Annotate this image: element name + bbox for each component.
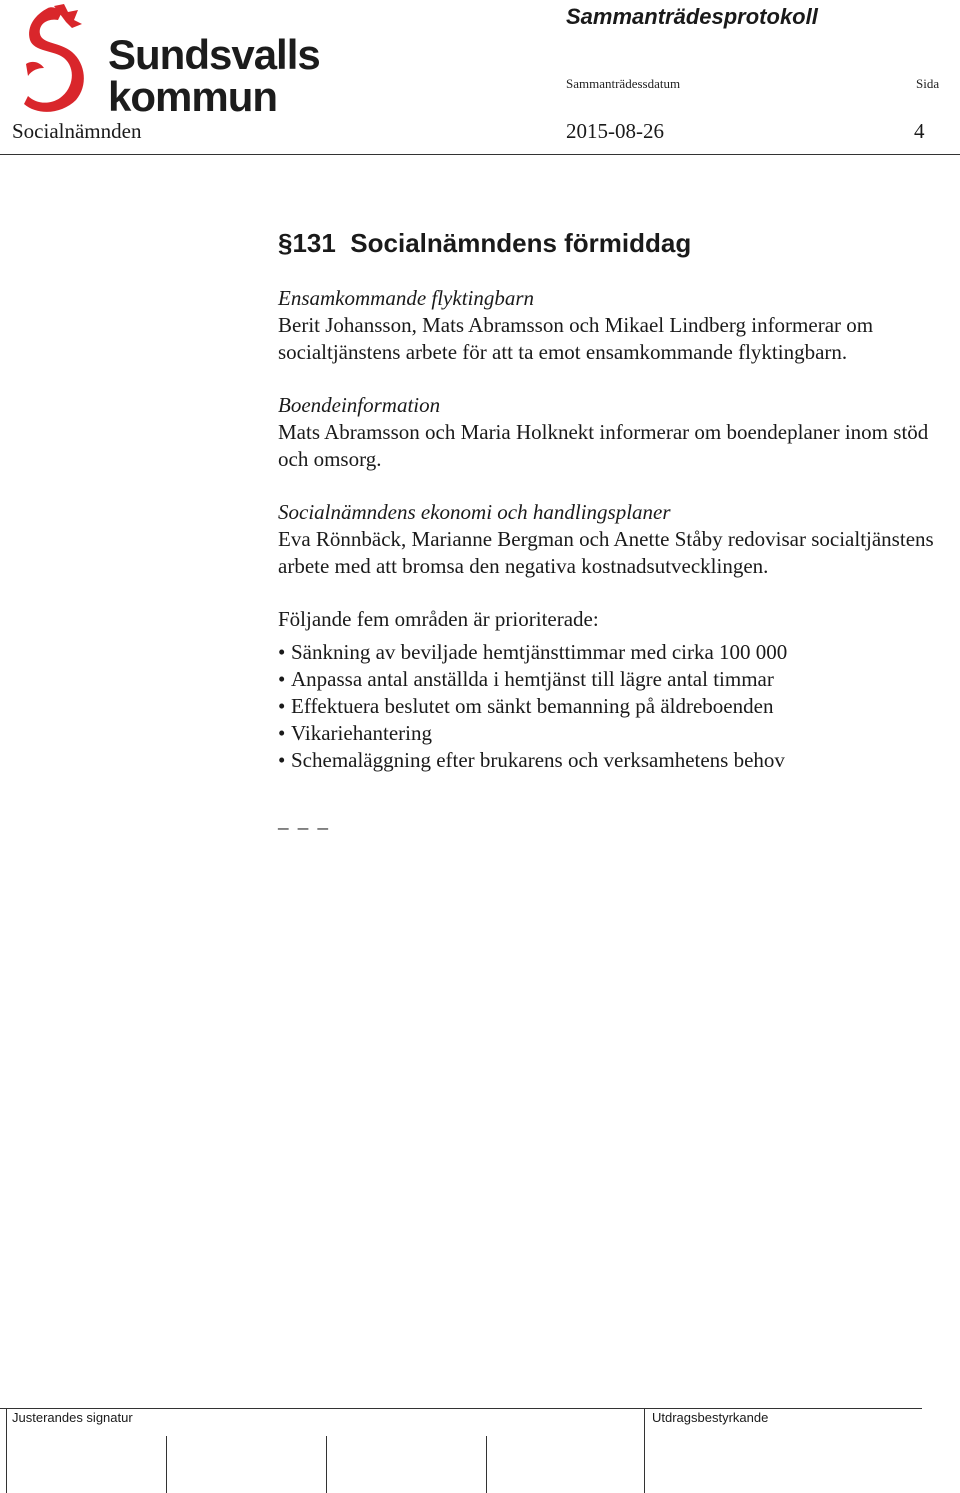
list-item: • Sänkning av beviljade hemtjänsttimmar med cirka 100 000 <box>278 640 788 664</box>
item-body: Eva Rönnbäck, Marianne Bergman och Anette Ståby redovisar socialtjänstens arbete med att bromsa den negativa kostnadsutvecklingen. <box>278 527 934 578</box>
priorities-list <box>278 639 938 774</box>
logo-line-1: Sundsvalls <box>108 31 320 78</box>
item-heading: Boendeinformation <box>278 393 441 417</box>
list-item: • Schemaläggning efter brukarens och verksamhetens behov <box>278 748 785 772</box>
section-number: §131 <box>278 228 336 258</box>
dragon-emblem-icon <box>18 4 88 116</box>
municipality-logo <box>18 4 320 120</box>
signature-box-divider <box>326 1436 327 1493</box>
item-heading: Ensamkommande flyktingbarn <box>278 286 535 310</box>
signature-box-divider <box>166 1436 167 1493</box>
section-heading <box>278 228 938 259</box>
bullet-icon: • <box>278 640 286 664</box>
extract-box-border <box>644 1408 645 1493</box>
section-title: Socialnämndens förmiddag <box>350 228 692 258</box>
page-number: 4 <box>914 119 925 143</box>
agenda-item <box>278 285 938 366</box>
section-end-mark: _ _ _ <box>278 808 330 832</box>
priorities-intro: Följande fem områden är prioriterade: <box>278 607 599 631</box>
footer-divider <box>0 1408 922 1409</box>
agenda-item <box>278 499 938 580</box>
date-label: Sammanträdessdatum <box>566 76 681 91</box>
signature-label: Justerandes signatur <box>12 1410 133 1425</box>
signature-box-border <box>6 1408 7 1493</box>
logo-line-2: kommun <box>108 73 278 120</box>
committee-name: Socialnämnden <box>12 119 142 143</box>
extract-label: Utdragsbestyrkande <box>652 1410 769 1425</box>
agenda-item <box>278 392 938 473</box>
meeting-date: 2015-08-26 <box>566 119 664 143</box>
item-body: Mats Abramsson och Maria Holknekt informerar om boendeplaner inom stöd och omsorg. <box>278 420 929 471</box>
page-label: Sida <box>916 76 940 91</box>
list-item: • Effektuera beslutet om sänkt bemanning på äldreboenden <box>278 694 774 718</box>
list-item: • Vikariehantering <box>278 721 433 745</box>
item-body: Berit Johansson, Mats Abramsson och Mikael Lindberg informerar om socialtjänstens arbete för att ta emot ensamkommande flyktingbarn. <box>278 313 874 364</box>
protocol-content <box>278 228 938 833</box>
header-divider <box>0 154 960 155</box>
signature-box-divider <box>486 1436 487 1493</box>
list-item: • Anpassa antal anställda i hemtjänst till lägre antal timmar <box>278 667 774 691</box>
bullet-icon: • <box>278 694 286 718</box>
document-type: Sammanträdesprotokoll <box>566 4 818 29</box>
bullet-icon: • <box>278 721 286 745</box>
bullet-icon: • <box>278 748 286 772</box>
bullet-icon: • <box>278 667 286 691</box>
item-heading: Socialnämndens ekonomi och handlingsplaner <box>278 500 671 524</box>
